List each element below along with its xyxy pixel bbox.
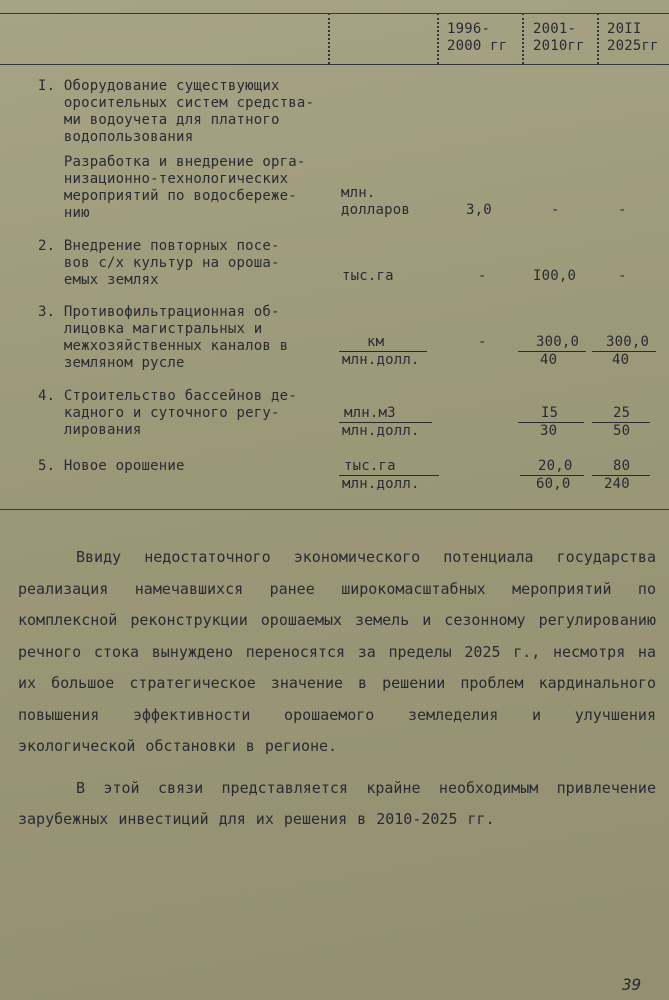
- table-bottom-rule: [0, 509, 669, 510]
- header-period-1: 1996- 2000 гг: [447, 21, 508, 54]
- row-4-value-2-bottom: 30: [540, 423, 558, 439]
- table-top-rule: [0, 13, 669, 14]
- column-divider: [328, 13, 330, 64]
- paragraph-2: В этой связи представляется крайне необходимым привлечение зарубежных инвестиций для их решения в 2010-2025 гг.: [18, 778, 656, 828]
- paragraph-1: Ввиду недостаточного экономического потенциала государства реализация намечавшихся ранее широкомасштабных мероприятий по комплексной реконструкции орошаемых земель и сезонному регулированию речного стока вынуждено переносятся за пределы 2025 г., несмотря на их большое стратегическое значение в решении проблем кардинального повышения эффективности орошаемого земледелия и улучшения экологической обстановки в регионе.: [18, 548, 656, 755]
- row-5-value-3-top: 80: [613, 458, 631, 474]
- row-5-unit-bottom: млн.долл.: [342, 476, 420, 492]
- row-2-value-3: -: [618, 268, 627, 284]
- row-3-title: 3. Противофильтрационная об- лицовка магистральных и межхозяйственных каналов в земляном русле: [38, 304, 289, 371]
- row-5-value-2-top: 20,0: [538, 458, 573, 474]
- row-1-title: I. Оборудование существующих оросительных систем средства- ми водоучета для платного водопользования: [38, 78, 315, 145]
- row-2-unit: тыс.га: [342, 268, 394, 284]
- row-3-value-3-bottom: 40: [612, 352, 630, 368]
- table-header-rule: [0, 64, 669, 65]
- page-number: 39: [622, 975, 642, 994]
- row-1-value-1: 3,0: [466, 202, 492, 218]
- row-3-unit-bottom: млн.долл.: [342, 352, 420, 368]
- header-period-2: 2001- 2010гг: [533, 21, 585, 54]
- row-4-value-2-top: I5: [541, 405, 559, 421]
- row-3-value-1: -: [478, 334, 487, 350]
- row-3-value-3-top: 300,0: [606, 334, 650, 350]
- row-4-value-3-bottom: 50: [613, 423, 631, 439]
- column-divider: [597, 13, 599, 64]
- row-4-value-3-top: 25: [613, 405, 631, 421]
- row-2-value-2: I00,0: [533, 268, 577, 284]
- row-2-title: 2. Внедрение повторных посе- вов с/х культур на ороша- емых землях: [38, 238, 280, 288]
- row-5-unit-top: тыс.га: [344, 458, 396, 474]
- row-2-value-1: -: [478, 268, 487, 284]
- row-1-value-2: -: [551, 202, 560, 218]
- row-4-unit-bottom: млн.долл.: [342, 423, 420, 439]
- row-5-value-2-bottom: 60,0: [536, 476, 571, 492]
- body-text: [18, 542, 656, 836]
- row-3-value-2-top: 300,0: [536, 334, 580, 350]
- row-3-value-2-bottom: 40: [540, 352, 558, 368]
- row-1-value-3: -: [618, 202, 627, 218]
- column-divider: [522, 13, 524, 64]
- header-period-3: 20II 2025гг: [607, 21, 659, 54]
- row-5-title: 5. Новое орошение: [38, 458, 185, 474]
- row-4-title: 4. Строительство бассейнов де- кадного и суточного регу- лирования: [38, 388, 297, 438]
- column-divider: [437, 13, 439, 64]
- row-3-unit-top: км: [367, 334, 385, 350]
- row-1-subtitle: Разработка и внедрение орга- низационно-технологических мероприятий по водосбереже- нию: [63, 154, 306, 221]
- row-4-unit-top: млн.м3: [344, 405, 396, 421]
- row-5-value-3-bottom: 240: [604, 476, 630, 492]
- row-1-unit: млн. долларов: [341, 185, 411, 218]
